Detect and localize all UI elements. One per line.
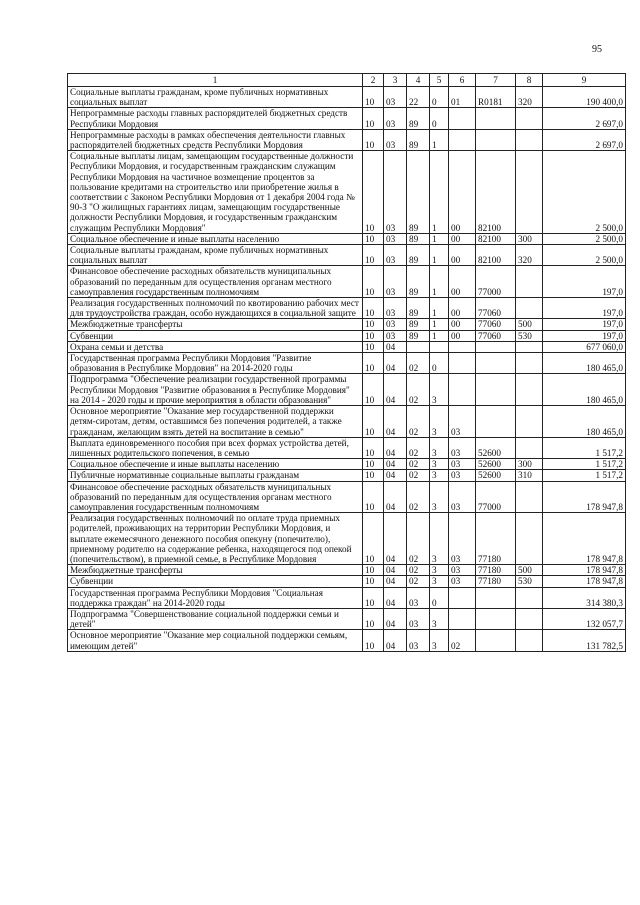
table-row xyxy=(68,470,626,481)
table-row xyxy=(68,233,626,244)
row-code-c3: 04 xyxy=(384,353,407,374)
row-code-c3: 04 xyxy=(384,513,407,565)
row-code-c6: 00 xyxy=(449,298,476,319)
row-code-c6 xyxy=(449,129,476,150)
row-amount: 180 465,0 xyxy=(543,374,626,406)
row-code-c5: 3 xyxy=(430,374,449,406)
row-code-c4: 02 xyxy=(407,565,430,576)
row-code-c3: 03 xyxy=(384,151,407,234)
row-code-c3: 04 xyxy=(384,608,407,629)
row-code-c5: 0 xyxy=(430,108,449,129)
row-code-c7: 77000 xyxy=(476,266,516,298)
row-description: Выплата единовременного пособия при всех формах устройства детей, лишенных родительского попечения, в семью xyxy=(68,437,363,458)
row-code-c3: 03 xyxy=(384,87,407,108)
row-code-c7: 77060 xyxy=(476,298,516,319)
row-code-c2: 10 xyxy=(363,481,384,513)
row-code-c4: 89 xyxy=(407,319,430,330)
row-code-c4: 89 xyxy=(407,298,430,319)
table-row xyxy=(68,437,626,458)
row-amount: 197,0 xyxy=(543,266,626,298)
row-amount: 197,0 xyxy=(543,330,626,341)
row-code-c2: 10 xyxy=(363,245,384,266)
row-code-c7: 52600 xyxy=(476,470,516,481)
row-amount: 180 465,0 xyxy=(543,353,626,374)
column-header: 8 xyxy=(516,74,543,87)
row-code-c8 xyxy=(516,437,543,458)
row-code-c8 xyxy=(516,341,543,352)
table-row xyxy=(68,266,626,298)
row-description: Непрограммные расходы главных распорядителей бюджетных средств Республики Мордовия xyxy=(68,108,363,129)
row-code-c6: 00 xyxy=(449,319,476,330)
row-code-c6: 00 xyxy=(449,266,476,298)
row-code-c5: 3 xyxy=(430,513,449,565)
table-row xyxy=(68,319,626,330)
row-code-c4: 02 xyxy=(407,374,430,406)
row-code-c4: 89 xyxy=(407,129,430,150)
row-code-c2: 10 xyxy=(363,129,384,150)
row-amount: 178 947,8 xyxy=(543,513,626,565)
row-code-c3: 04 xyxy=(384,576,407,587)
row-code-c8: 310 xyxy=(516,470,543,481)
row-code-c7: R0181 xyxy=(476,87,516,108)
row-code-c2: 10 xyxy=(363,608,384,629)
row-code-c4: 02 xyxy=(407,470,430,481)
row-code-c5: 1 xyxy=(430,233,449,244)
row-code-c5: 3 xyxy=(430,470,449,481)
row-code-c8 xyxy=(516,353,543,374)
row-code-c6: 03 xyxy=(449,470,476,481)
row-description: Межбюджетные трансферты xyxy=(68,319,363,330)
row-code-c6: 03 xyxy=(449,481,476,513)
row-code-c6: 01 xyxy=(449,87,476,108)
row-code-c4: 89 xyxy=(407,266,430,298)
row-description: Финансовое обеспечение расходных обязательств муниципальных образований по переданным для осуществления органам местного самоуправления государственным полномочиям xyxy=(68,481,363,513)
row-code-c2: 10 xyxy=(363,576,384,587)
row-code-c3: 03 xyxy=(384,266,407,298)
row-code-c7: 77000 xyxy=(476,481,516,513)
row-code-c2: 10 xyxy=(363,565,384,576)
row-code-c4: 02 xyxy=(407,406,430,438)
row-code-c8: 320 xyxy=(516,87,543,108)
row-description: Реализация государственных полномочий по квотированию рабочих мест для трудоустройства граждан, особо нуждающихся в социальной защите xyxy=(68,298,363,319)
row-amount: 2 500,0 xyxy=(543,151,626,234)
row-code-c6: 00 xyxy=(449,233,476,244)
row-code-c8 xyxy=(516,587,543,608)
row-description: Государственная программа Республики Мордовия "Социальная поддержка граждан" на 2014-2020 годы xyxy=(68,587,363,608)
row-code-c7 xyxy=(476,630,516,651)
row-amount: 2 697,0 xyxy=(543,129,626,150)
table-body xyxy=(68,87,626,652)
row-code-c7 xyxy=(476,608,516,629)
row-amount: 180 465,0 xyxy=(543,406,626,438)
budget-table xyxy=(67,73,626,652)
row-code-c3: 04 xyxy=(384,437,407,458)
row-code-c4: 89 xyxy=(407,330,430,341)
row-amount: 1 517,2 xyxy=(543,437,626,458)
row-code-c2: 10 xyxy=(363,470,384,481)
page-number: 95 xyxy=(592,44,602,55)
row-amount: 131 782,5 xyxy=(543,630,626,651)
table-row xyxy=(68,459,626,470)
row-code-c5: 3 xyxy=(430,459,449,470)
row-code-c6: 03 xyxy=(449,459,476,470)
row-code-c8: 300 xyxy=(516,459,543,470)
table-row xyxy=(68,87,626,108)
row-description: Социальные выплаты гражданам, кроме публичных нормативных социальных выплат xyxy=(68,87,363,108)
row-code-c2: 10 xyxy=(363,374,384,406)
row-code-c4: 02 xyxy=(407,513,430,565)
row-code-c3: 04 xyxy=(384,470,407,481)
row-amount: 2 500,0 xyxy=(543,233,626,244)
row-code-c7 xyxy=(476,406,516,438)
row-description: Непрограммные расходы в рамках обеспечения деятельности главных распорядителей бюджетных средств Республики Мордовия xyxy=(68,129,363,150)
row-code-c2: 10 xyxy=(363,341,384,352)
row-code-c8 xyxy=(516,608,543,629)
row-code-c4: 89 xyxy=(407,245,430,266)
row-amount: 2 500,0 xyxy=(543,245,626,266)
row-code-c5: 0 xyxy=(430,587,449,608)
row-code-c6 xyxy=(449,374,476,406)
row-code-c7: 82100 xyxy=(476,233,516,244)
row-code-c7: 77180 xyxy=(476,513,516,565)
row-code-c8 xyxy=(516,108,543,129)
row-code-c3: 03 xyxy=(384,129,407,150)
row-code-c5: 3 xyxy=(430,406,449,438)
row-code-c5: 3 xyxy=(430,565,449,576)
column-header: 2 xyxy=(363,74,384,87)
row-code-c7: 82100 xyxy=(476,151,516,234)
row-code-c8 xyxy=(516,298,543,319)
row-code-c2: 10 xyxy=(363,459,384,470)
row-description: Основное мероприятие "Оказание мер государственной поддержки детям-сиротам, детям, оставшимся без попечения родителей, а также гражданам, желающим взять детей на воспитание в семью" xyxy=(68,406,363,438)
row-code-c8: 530 xyxy=(516,330,543,341)
row-code-c6: 03 xyxy=(449,406,476,438)
row-code-c5: 1 xyxy=(430,129,449,150)
row-code-c2: 10 xyxy=(363,587,384,608)
row-code-c4: 89 xyxy=(407,151,430,234)
row-description: Социальные выплаты лицам, замещающим государственные должности Республики Мордовия, и государственным гражданским служащим Республики Мордовия на частичное возмещение процентов за пользование кредитами на строительство или приобретение жилья в соответствии с Законом Республики Мордовия от 1 декабря 2004 года № 90-З "О жилищных гарантиях лицам, замещающим государственные должности Республики Мордовия, и государственным гражданским служащим Республики Мордовия" xyxy=(68,151,363,234)
row-code-c5: 1 xyxy=(430,245,449,266)
table-row xyxy=(68,341,626,352)
column-header: 6 xyxy=(449,74,476,87)
row-code-c7: 77180 xyxy=(476,565,516,576)
row-code-c3: 03 xyxy=(384,298,407,319)
row-amount: 197,0 xyxy=(543,298,626,319)
row-description: Субвенции xyxy=(68,330,363,341)
row-code-c5: 1 xyxy=(430,298,449,319)
row-description: Межбюджетные трансферты xyxy=(68,565,363,576)
row-code-c3: 03 xyxy=(384,108,407,129)
row-code-c7: 77060 xyxy=(476,319,516,330)
header-row xyxy=(68,74,626,87)
row-code-c8 xyxy=(516,129,543,150)
row-amount: 197,0 xyxy=(543,319,626,330)
row-code-c5: 1 xyxy=(430,151,449,234)
row-code-c5: 0 xyxy=(430,353,449,374)
row-amount: 2 697,0 xyxy=(543,108,626,129)
row-code-c8 xyxy=(516,513,543,565)
row-code-c5 xyxy=(430,341,449,352)
row-code-c7 xyxy=(476,129,516,150)
row-amount: 190 400,0 xyxy=(543,87,626,108)
row-amount: 677 060,0 xyxy=(543,341,626,352)
row-code-c6: 03 xyxy=(449,513,476,565)
row-amount: 132 057,7 xyxy=(543,608,626,629)
row-description: Социальные выплаты гражданам, кроме публичных нормативных социальных выплат xyxy=(68,245,363,266)
row-code-c2: 10 xyxy=(363,87,384,108)
row-code-c3: 03 xyxy=(384,330,407,341)
row-code-c4: 02 xyxy=(407,353,430,374)
row-code-c3: 04 xyxy=(384,459,407,470)
row-code-c6 xyxy=(449,353,476,374)
table-row xyxy=(68,587,626,608)
row-code-c6 xyxy=(449,587,476,608)
row-code-c6: 00 xyxy=(449,245,476,266)
row-code-c6 xyxy=(449,341,476,352)
row-amount: 178 947,8 xyxy=(543,576,626,587)
row-code-c5: 3 xyxy=(430,630,449,651)
row-amount: 1 517,2 xyxy=(543,459,626,470)
table-row xyxy=(68,513,626,565)
column-header: 9 xyxy=(543,74,626,87)
row-amount: 314 380,3 xyxy=(543,587,626,608)
row-description: Субвенции xyxy=(68,576,363,587)
row-code-c8 xyxy=(516,151,543,234)
row-code-c2: 10 xyxy=(363,437,384,458)
row-code-c2: 10 xyxy=(363,330,384,341)
table-row xyxy=(68,298,626,319)
row-code-c6 xyxy=(449,108,476,129)
row-code-c2: 10 xyxy=(363,298,384,319)
row-code-c2: 10 xyxy=(363,513,384,565)
row-code-c4: 03 xyxy=(407,630,430,651)
row-description: Охрана семьи и детства xyxy=(68,341,363,352)
row-code-c2: 10 xyxy=(363,630,384,651)
row-code-c7: 52600 xyxy=(476,459,516,470)
row-description: Подпрограмма "Обеспечение реализации государственной программы Республики Мордовия "Развитие образования в Республике Мордовия" на 2014 - 2020 годы и прочие мероприятия в области образования" xyxy=(68,374,363,406)
table-row xyxy=(68,406,626,438)
row-code-c7: 77060 xyxy=(476,330,516,341)
row-code-c7: 82100 xyxy=(476,245,516,266)
row-code-c8 xyxy=(516,266,543,298)
row-amount: 1 517,2 xyxy=(543,470,626,481)
row-code-c7: 52600 xyxy=(476,437,516,458)
table-row xyxy=(68,630,626,651)
row-code-c3: 04 xyxy=(384,481,407,513)
table-row xyxy=(68,108,626,129)
row-description: Социальное обеспечение и иные выплаты населению xyxy=(68,233,363,244)
row-code-c7 xyxy=(476,374,516,406)
row-code-c4: 89 xyxy=(407,108,430,129)
row-code-c3: 03 xyxy=(384,245,407,266)
row-code-c2: 10 xyxy=(363,266,384,298)
row-code-c4: 02 xyxy=(407,459,430,470)
row-code-c3: 04 xyxy=(384,587,407,608)
row-code-c5: 1 xyxy=(430,330,449,341)
row-code-c6 xyxy=(449,608,476,629)
row-description: Реализация государственных полномочий по оплате труда приемных родителей, проживающих на территории Республики Мордовия, и выплате ежемесячного денежного пособия опекуну (попечителю), приемному родителю на содержание ребенка, находящегося под опекой (попечительством), в приемной семье, в Республике Мордовия xyxy=(68,513,363,565)
row-code-c4: 03 xyxy=(407,587,430,608)
row-code-c3: 04 xyxy=(384,374,407,406)
row-description: Финансовое обеспечение расходных обязательств муниципальных образований по переданным для осуществления органам местного самоуправления государственным полномочиям xyxy=(68,266,363,298)
row-description: Государственная программа Республики Мордовия "Развитие образования в Республике Мордовия" на 2014-2020 годы xyxy=(68,353,363,374)
row-code-c7 xyxy=(476,587,516,608)
row-code-c3: 04 xyxy=(384,341,407,352)
row-code-c2: 10 xyxy=(363,319,384,330)
row-description: Социальное обеспечение и иные выплаты населению xyxy=(68,459,363,470)
row-code-c3: 03 xyxy=(384,319,407,330)
row-code-c8 xyxy=(516,481,543,513)
row-amount: 178 947,8 xyxy=(543,565,626,576)
row-code-c2: 10 xyxy=(363,233,384,244)
row-code-c5: 3 xyxy=(430,576,449,587)
row-code-c4 xyxy=(407,341,430,352)
row-code-c8: 500 xyxy=(516,565,543,576)
row-code-c5: 1 xyxy=(430,319,449,330)
row-code-c4: 02 xyxy=(407,576,430,587)
row-code-c2: 10 xyxy=(363,151,384,234)
row-code-c8: 320 xyxy=(516,245,543,266)
row-code-c8: 530 xyxy=(516,576,543,587)
row-code-c3: 04 xyxy=(384,406,407,438)
table-row xyxy=(68,374,626,406)
row-code-c6: 03 xyxy=(449,576,476,587)
table-row xyxy=(68,576,626,587)
row-amount: 178 947,8 xyxy=(543,481,626,513)
row-code-c4: 89 xyxy=(407,233,430,244)
row-code-c3: 04 xyxy=(384,630,407,651)
row-code-c3: 03 xyxy=(384,233,407,244)
row-code-c8 xyxy=(516,630,543,651)
row-code-c5: 3 xyxy=(430,608,449,629)
row-description: Подпрограмма "Совершенствование социальной поддержки семьи и детей" xyxy=(68,608,363,629)
row-code-c7 xyxy=(476,108,516,129)
row-description: Публичные нормативные социальные выплаты гражданам xyxy=(68,470,363,481)
table-row xyxy=(68,129,626,150)
row-code-c5: 3 xyxy=(430,481,449,513)
row-code-c6: 03 xyxy=(449,437,476,458)
row-code-c6: 03 xyxy=(449,565,476,576)
table-row xyxy=(68,481,626,513)
table-row xyxy=(68,565,626,576)
row-code-c5: 3 xyxy=(430,437,449,458)
column-header: 1 xyxy=(68,74,363,87)
row-code-c6: 00 xyxy=(449,151,476,234)
row-code-c4: 02 xyxy=(407,481,430,513)
row-code-c8: 300 xyxy=(516,233,543,244)
row-description: Основное мероприятие "Оказание мер социальной поддержки семьям, имеющим детей" xyxy=(68,630,363,651)
row-code-c7: 77180 xyxy=(476,576,516,587)
column-header: 4 xyxy=(407,74,430,87)
row-code-c5: 0 xyxy=(430,87,449,108)
row-code-c4: 02 xyxy=(407,437,430,458)
table-row xyxy=(68,245,626,266)
row-code-c7 xyxy=(476,353,516,374)
row-code-c6: 02 xyxy=(449,630,476,651)
column-header: 7 xyxy=(476,74,516,87)
table-row xyxy=(68,608,626,629)
row-code-c4: 03 xyxy=(407,608,430,629)
row-code-c6: 00 xyxy=(449,330,476,341)
row-code-c2: 10 xyxy=(363,406,384,438)
table-row xyxy=(68,330,626,341)
table-row xyxy=(68,353,626,374)
column-header: 5 xyxy=(430,74,449,87)
row-code-c8 xyxy=(516,374,543,406)
table-row xyxy=(68,151,626,234)
row-code-c2: 10 xyxy=(363,353,384,374)
row-code-c8: 500 xyxy=(516,319,543,330)
column-header: 3 xyxy=(384,74,407,87)
row-code-c4: 22 xyxy=(407,87,430,108)
row-code-c2: 10 xyxy=(363,108,384,129)
row-code-c7 xyxy=(476,341,516,352)
row-code-c5: 1 xyxy=(430,266,449,298)
row-code-c8 xyxy=(516,406,543,438)
row-code-c3: 04 xyxy=(384,565,407,576)
